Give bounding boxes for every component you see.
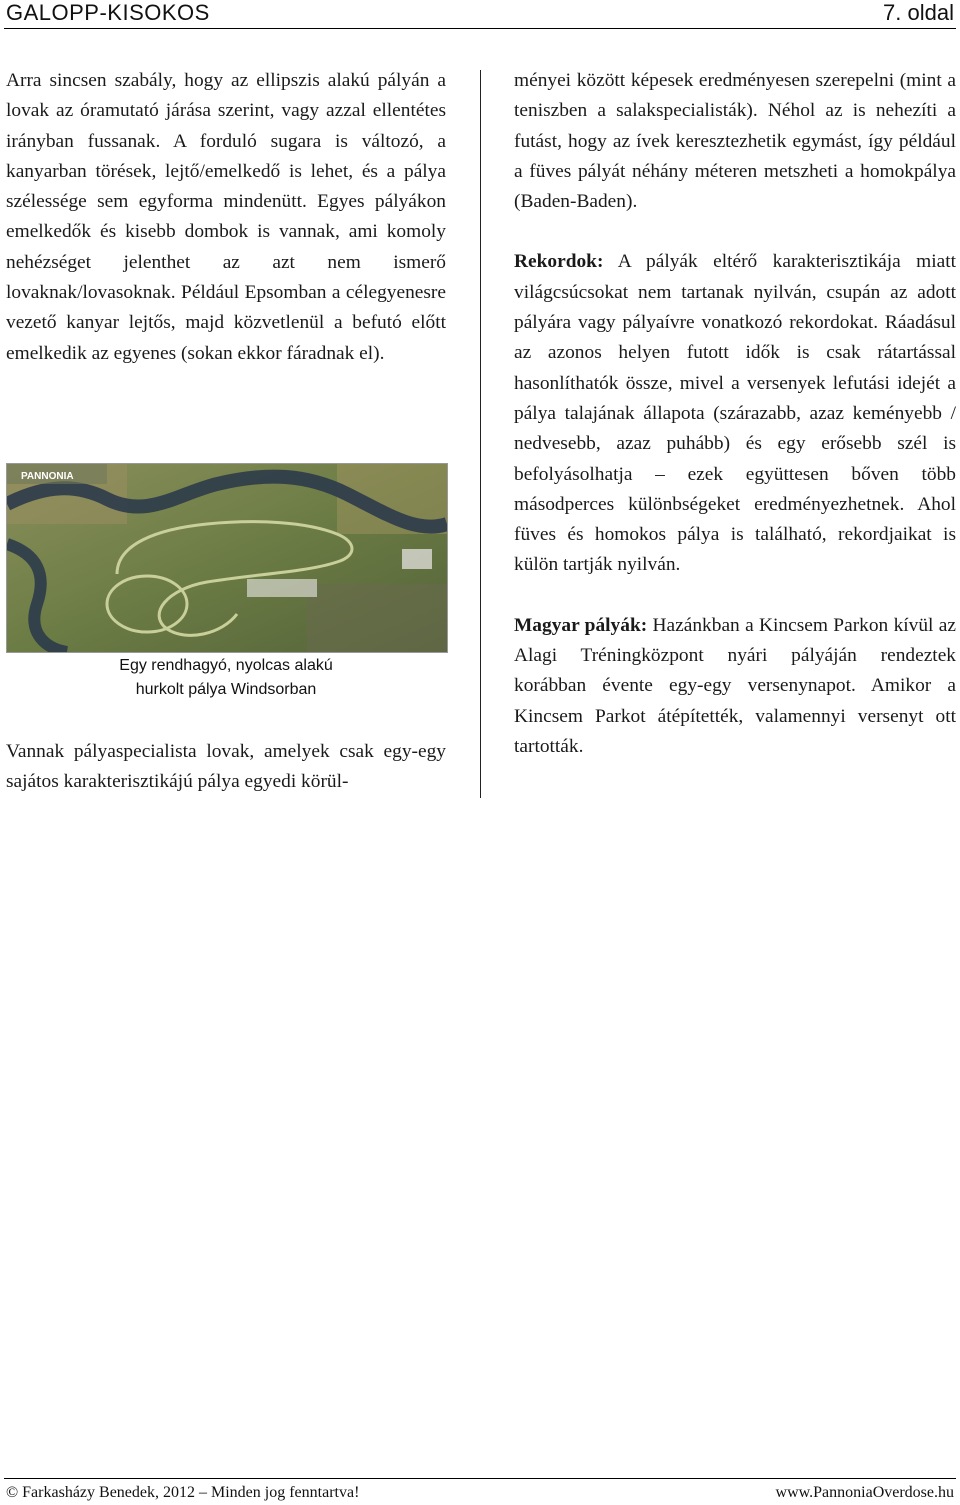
header-title: GALOPP-KISOKOS	[6, 0, 210, 25]
caption-line-1: Egy rendhagyó, nyolcas alakú	[119, 657, 333, 674]
caption-line-2: hurkolt pálya Windsorban	[135, 681, 317, 698]
records-paragraph	[514, 247, 956, 580]
aerial-photo	[7, 464, 447, 652]
hungarian-tracks-text: Hazánkban a Kincsem Parkon kívül az Alagi Tréningközpont nyári pályáján rendeztek korábban évente egy-egy versenynapot. Amikor a Kincsem Parkot átépítették, valamennyi versenyt ott tartották.	[514, 614, 956, 757]
page-footer	[4, 1478, 956, 1505]
records-text: A pályák eltérő karakterisztikája miatt világcsúcsokat nem tartanak nyilván, csupán az adott pályára vagy pályaívre vonatkozó rekordokat. Ráadásul az azonos helyen futott idők is csak rátartással hasonlíthatók össze, mivel a versenyek lefutási idejét a pálya talajának állapota (szárazabb, azaz keményebb / nedvesebb, azaz puhább) és egy erősebb szél is befolyásolhatja – ezek együttesen bőven több másodperces különbségeket eredményezhetnek. Ahol füves és homokos pálya is található, rekordjaikat is külön tartják nyilván.	[514, 251, 956, 576]
figure-watermark-logo: PANNONIA	[21, 471, 74, 482]
page-number: 7. oldal	[883, 0, 954, 25]
left-paragraph-2: Vannak pályaspecialista lovak, amelyek csak egy-egy sajátos karakterisztikájú pálya egyedi körül-	[6, 741, 446, 793]
copyright-text: © Farkasházy Benedek, 2012 – Minden jog fenntartva!	[6, 1484, 360, 1501]
left-paragraph-1: Arra sincsen szabály, hogy az ellipszis alakú pályán a lovak az óramutató járása szerint, vagy azzal ellentétes irányban fussanak. A forduló sugara is változó, a kanyarban törések, lejtő/emelkedő is lehet, és a pálya szélessége sem egyforma mindenütt. Egyes pályákon emelkedők és kisebb dombok is vannak, ami komoly nehézséget jelenthet az azt nem ismerő lovaknak/lovasoknak. Például Epsomban a célegyenesre vezető kanyar lejtős, majd közvetlenül a befutó előtt emelkedik az egyenes (sokan ekkor fáradnak el).	[6, 70, 446, 364]
website-url: www.PannoniaOverdose.hu	[775, 1484, 954, 1501]
left-column-bottom	[6, 737, 446, 798]
column-divider	[480, 70, 481, 798]
page-header	[4, 0, 956, 29]
windsor-aerial-figure	[6, 463, 448, 653]
hungarian-tracks-heading: Magyar pályák:	[514, 614, 648, 636]
records-heading: Rekordok:	[514, 251, 604, 273]
left-column	[6, 66, 446, 369]
right-paragraph-1: ményei között képesek eredményesen szerepelni (mint a teniszben a salakspecialisták). Néhol az is nehezíti a futást, hogy az ívek keresztezhetik egymást, így például a füves pályát néhány méteren metszheti a homokpálya (Baden-Baden).	[514, 70, 956, 213]
right-column	[514, 66, 956, 762]
figure-caption	[6, 654, 446, 702]
hungarian-tracks-paragraph	[514, 611, 956, 762]
